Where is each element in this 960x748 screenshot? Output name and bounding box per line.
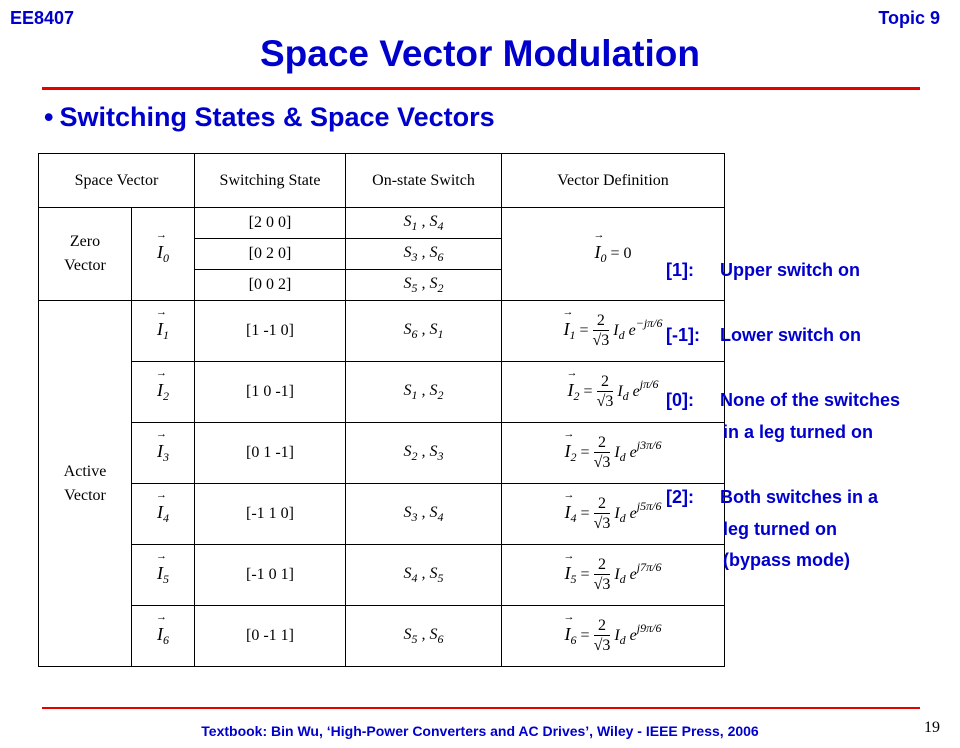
legend-item: [0]: None of the switches in a leg turned on: [666, 390, 901, 442]
textbook-citation: Textbook: Bin Wu, ‘High-Power Converters and AC Drives’, Wiley - IEEE Press, 2006: [201, 723, 759, 739]
switching-state-cell: [0 0 2]: [195, 270, 346, 301]
vector-definition-cell: → $I_4$ = $\frac{2}{√3}$ $I_d$ $e^{j5\pi/6}$: [502, 484, 725, 545]
topic-label: Topic 9: [878, 8, 940, 28]
title-divider: [42, 87, 920, 90]
switching-state-cell: [2 0 0]: [195, 208, 346, 239]
on-state-switch-cell: $S_1$ , $S_2$: [346, 362, 502, 423]
on-state-switch-cell: $S_5$ , $S_2$: [346, 270, 502, 301]
vector-definition-cell: → $I_2$ = $\frac{2}{√3}$ $I_d$ $e^{j3\pi/6}$: [502, 423, 725, 484]
active-vector-symbol: → $I_5$: [132, 545, 195, 606]
legend-item: [1]: Upper switch on: [666, 260, 861, 280]
bullet-icon: •: [44, 102, 54, 132]
header-space-vector: Space Vector: [39, 154, 195, 208]
switching-state-cell: [0 1 -1]: [195, 423, 346, 484]
table-row: [39, 208, 725, 239]
on-state-switch-cell: $S_3$ , $S_6$: [346, 239, 502, 270]
table-row: [39, 545, 725, 606]
zero-vector-definition: → $I_0 = 0$: [502, 208, 725, 301]
vector-definition-cell: → $I_5$ = $\frac{2}{√3}$ $I_d$ $e^{j7\pi/6}$: [502, 545, 725, 606]
slide-title: Space Vector Modulation: [260, 33, 700, 74]
table-row: [39, 484, 725, 545]
active-vector-symbol: → $I_4$: [132, 484, 195, 545]
active-vector-symbol: → $I_6$: [132, 606, 195, 667]
course-code: EE8407: [10, 8, 75, 28]
on-state-switch-cell: $S_1$ , $S_4$: [346, 208, 502, 239]
on-state-switch-cell: $S_6$ , $S_1$: [346, 301, 502, 362]
active-vector-label: Active Vector: [39, 301, 132, 667]
zero-vector-label: Zero Vector: [39, 208, 132, 301]
active-vector-symbol: → $I_1$: [132, 301, 195, 362]
section-heading-text: Switching States & Space Vectors: [59, 102, 495, 132]
switching-state-cell: [0 -1 1]: [195, 606, 346, 667]
switching-state-cell: [-1 0 1]: [195, 545, 346, 606]
on-state-switch-cell: $S_5$ , $S_6$: [346, 606, 502, 667]
header-vector-definition: Vector Definition: [502, 154, 725, 208]
switching-state-cell: [-1 1 0]: [195, 484, 346, 545]
footer-divider: [42, 707, 920, 709]
table-row: [39, 301, 725, 362]
table-header-row: [39, 154, 725, 208]
switching-state-cell: [1 0 -1]: [195, 362, 346, 423]
switching-state-cell: [1 -1 0]: [195, 301, 346, 362]
on-state-switch-cell: $S_3$ , $S_4$: [346, 484, 502, 545]
header-switching-state: Switching State: [195, 154, 346, 208]
table-row: [39, 606, 725, 667]
vector-definition-cell: → $I_2$ = $\frac{2}{√3}$ $I_d$ $e^{j\pi/6}$: [502, 362, 725, 423]
vector-definition-cell: → $I_6$ = $\frac{2}{√3}$ $I_d$ $e^{j9\pi/6}$: [502, 606, 725, 667]
on-state-switch-cell: $S_4$ , $S_5$: [346, 545, 502, 606]
switching-states-table: [38, 153, 725, 667]
zero-vector-symbol: → $I_0$: [132, 208, 195, 301]
table-row: [39, 423, 725, 484]
header-on-state-switch: On-state Switch: [346, 154, 502, 208]
vector-definition-cell: → $I_1$ = $\frac{2}{√3}$ $I_d$ $e^{-j\pi/6}$: [502, 301, 725, 362]
on-state-switch-cell: $S_2$ , $S_3$: [346, 423, 502, 484]
table-row: [39, 362, 725, 423]
page-number: 19: [924, 719, 940, 736]
legend-item: [-1]: Lower switch on: [666, 325, 862, 345]
legend-item: [2]: Both switches in a leg turned on (bypass mode): [666, 487, 879, 570]
active-vector-symbol: → $I_2$: [132, 362, 195, 423]
active-vector-symbol: → $I_3$: [132, 423, 195, 484]
section-heading: [44, 102, 495, 133]
switching-state-cell: [0 2 0]: [195, 239, 346, 270]
